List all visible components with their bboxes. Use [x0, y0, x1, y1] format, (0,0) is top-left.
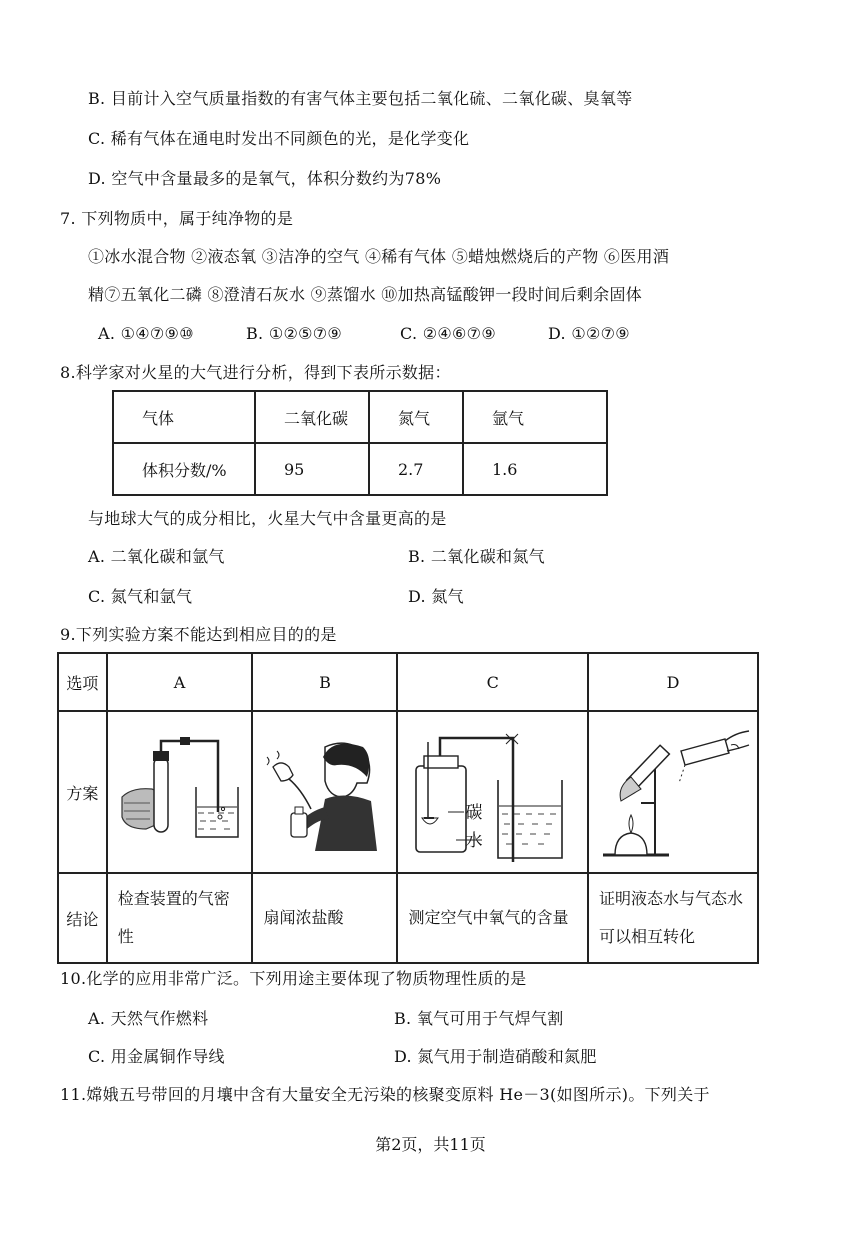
- conclusion-a: 检查装置的气密性: [107, 873, 253, 963]
- q8-option-d: D. 氮气: [408, 587, 464, 606]
- figure-a-cell: [107, 711, 253, 873]
- conclusion-label-cell: 结论: [58, 873, 107, 963]
- figure-c-cell: [397, 711, 588, 873]
- label-leader-lines: [398, 712, 585, 872]
- water-label: 水: [465, 831, 483, 851]
- table-row: [58, 653, 758, 711]
- table-row: [58, 873, 758, 963]
- table-row: [113, 443, 607, 495]
- q7-option-d: D. ①②⑦⑨: [548, 324, 630, 343]
- q10-option-d: D. 氮气用于制造硝酸和氮肥: [394, 1047, 597, 1066]
- table-header-cell: 氮气: [369, 391, 463, 443]
- q9-stem: 9.下列实验方案不能达到相应目的的是: [60, 625, 337, 644]
- q7-stem: 7. 下列物质中，属于纯净物的是: [60, 209, 294, 228]
- q6-option-b: B. 目前计入空气质量指数的有害气体主要包括二氧化硫、二氧化碳、臭氧等: [88, 89, 633, 108]
- conclusion-b: 扇闻浓盐酸: [252, 873, 397, 963]
- water-phase-change-figure: [589, 717, 757, 867]
- wafting-smell-figure: [255, 717, 395, 867]
- table-header-cell: 氩气: [463, 391, 607, 443]
- figure-b-cell: [252, 711, 397, 873]
- q9-experiment-table: [57, 652, 759, 964]
- q11-stem: 11.嫦娥五号带回的月壤中含有大量安全无污染的核聚变原料 He－3(如图所示)。下列关于: [60, 1085, 710, 1104]
- q8-data-table: [112, 390, 608, 496]
- conclusion-d: 证明液态水与气态水可以相互转化: [588, 873, 758, 963]
- q8-option-c: C. 氮气和氩气: [88, 587, 193, 606]
- q10-stem: 10.化学的应用非常广泛。下列用途主要体现了物质物理性质的是: [60, 969, 527, 988]
- table-row: [113, 391, 607, 443]
- option-d-header: D: [588, 653, 758, 711]
- page-footer: 第2页，共11页: [375, 1135, 486, 1154]
- q6-option-c: C. 稀有气体在通电时发出不同颜色的光，是化学变化: [88, 129, 470, 148]
- scheme-label-cell: 方案: [58, 711, 107, 873]
- table-cell: 2.7: [369, 443, 463, 495]
- q8-stem: 8.科学家对火星的大气进行分析，得到下表所示数据：: [60, 363, 451, 382]
- q8-option-b: B. 二氧化碳和氮气: [408, 547, 545, 566]
- conclusion-c: 测定空气中氧气的含量: [397, 873, 588, 963]
- q8-question: 与地球大气的成分相比，火星大气中含量更高的是: [88, 509, 447, 528]
- option-a-header: A: [107, 653, 253, 711]
- table-cell: 体积分数/%: [113, 443, 255, 495]
- q10-option-a: A. 天然气作燃料: [88, 1009, 209, 1028]
- option-c-header: C: [397, 653, 588, 711]
- airtightness-test-figure: [110, 717, 250, 867]
- q7-items-line1: ①冰水混合物 ②液态氧 ③洁净的空气 ④稀有气体 ⑤蜡烛燃烧后的产物 ⑥医用酒: [88, 247, 670, 266]
- q6-option-d: D. 空气中含量最多的是氧气，体积分数约为78%: [88, 169, 442, 188]
- carbon-label: 碳: [465, 803, 483, 823]
- table-header-cell: 二氧化碳: [255, 391, 369, 443]
- q7-option-c: C. ②④⑥⑦⑨: [400, 324, 496, 343]
- q10-option-b: B. 氧气可用于气焊气割: [394, 1009, 564, 1028]
- option-b-header: B: [252, 653, 397, 711]
- table-header-cell: 气体: [113, 391, 255, 443]
- table-row: [58, 711, 758, 873]
- q10-option-c: C. 用金属铜作导线: [88, 1047, 225, 1066]
- q7-items-line2: 精⑦五氧化二磷 ⑧澄清石灰水 ⑨蒸馏水 ⑩加热高锰酸钾一段时间后剩余固体: [88, 285, 643, 304]
- option-label-cell: 选项: [58, 653, 107, 711]
- figure-d-cell: [588, 711, 758, 873]
- q8-option-a: A. 二氧化碳和氩气: [88, 547, 225, 566]
- q7-option-b: B. ①②⑤⑦⑨: [246, 324, 343, 343]
- table-cell: 1.6: [463, 443, 607, 495]
- table-cell: 95: [255, 443, 369, 495]
- q7-option-a: A. ①④⑦⑨⑩: [98, 324, 194, 343]
